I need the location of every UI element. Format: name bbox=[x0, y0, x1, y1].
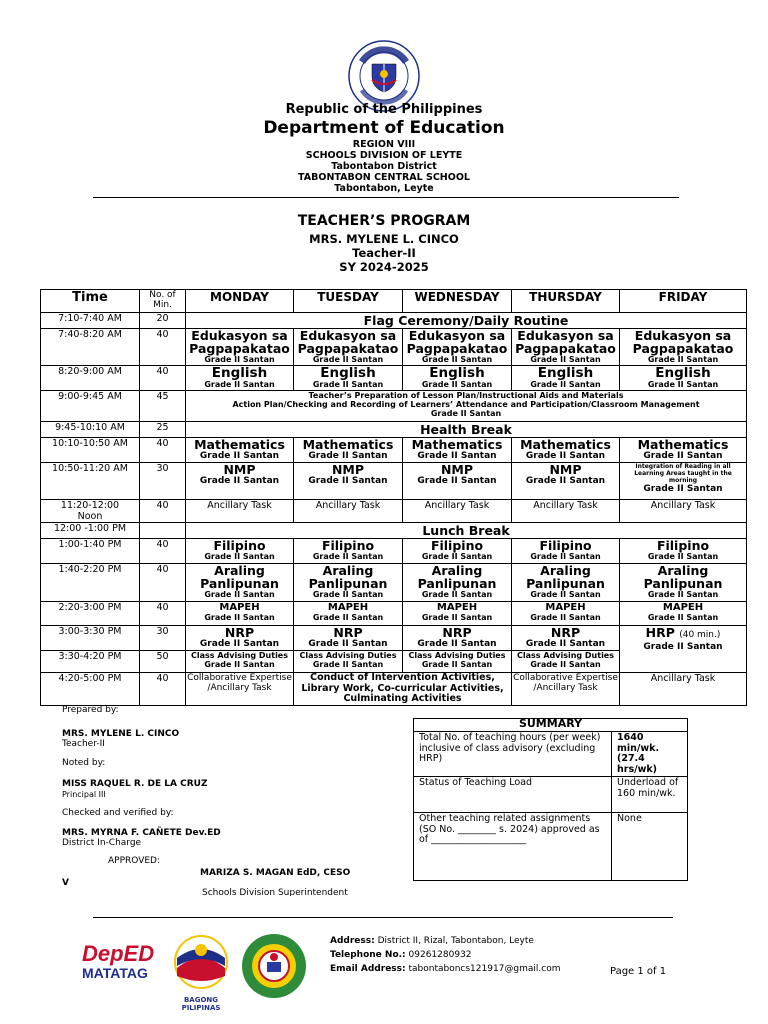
preparation-line: Teacher’s Preparation of Lesson Plan/Instructional Aids and Materials bbox=[308, 391, 624, 400]
deped-logo-text: DepED bbox=[82, 941, 155, 966]
checked-label: Checked and verified by: bbox=[62, 808, 174, 818]
section-label: Grade II Santan bbox=[421, 552, 493, 561]
school-seal-icon bbox=[240, 932, 308, 1000]
subject-label: Araling bbox=[214, 563, 265, 578]
subject-cell bbox=[186, 463, 294, 500]
section-label: Grade II Santan bbox=[530, 613, 601, 622]
ancillary-label: Ancillary Task bbox=[424, 500, 490, 511]
table-row bbox=[41, 329, 747, 366]
advising-label: Class Advising Duties bbox=[191, 651, 288, 660]
section-label: Grade II Santan bbox=[199, 476, 280, 486]
subject-label: NMP bbox=[331, 462, 365, 477]
program-school-year: SY 2024-2025 bbox=[339, 260, 429, 274]
summary-label: Other teaching related assignments (SO No. ________ s. 2024) approved as of ____________________ bbox=[414, 813, 612, 881]
summary-header-row bbox=[414, 719, 688, 732]
subject-cell bbox=[620, 438, 747, 463]
time-cell: 7:10-7:40 AM bbox=[41, 313, 140, 329]
advising-label: Class Advising Duties bbox=[299, 651, 397, 660]
time-label: Noon bbox=[77, 511, 103, 522]
approved-name: MARIZA S. MAGAN EdD, CESO bbox=[200, 868, 351, 878]
matatag-logo-text: MATATAG bbox=[82, 965, 148, 981]
section-label: Grade II Santan bbox=[199, 451, 280, 461]
section-label: Grade II Santan bbox=[430, 409, 502, 418]
preparation-cell bbox=[186, 391, 747, 422]
subject-label: MAPEH bbox=[662, 602, 704, 613]
checked-name: MRS. MYRNA F. CAÑETE Dev.ED bbox=[62, 828, 221, 838]
program-teacher: MRS. MYLENE L. CINCO bbox=[309, 232, 459, 246]
section-label: Grade II Santan bbox=[530, 660, 601, 669]
subject-label: Pagpapakatao bbox=[189, 341, 290, 356]
summary-row bbox=[414, 732, 688, 777]
approved-title: Schools Division Superintendent bbox=[202, 888, 348, 896]
section-label: Grade II Santan bbox=[530, 380, 601, 389]
advising-label: Class Advising Duties bbox=[517, 651, 614, 660]
section-label: Grade II Santan bbox=[312, 552, 384, 561]
minutes-cell: 40 bbox=[140, 564, 186, 602]
time-cell: 1:00-1:40 PM bbox=[41, 539, 140, 564]
flag-ceremony-cell: Flag Ceremony/Daily Routine bbox=[186, 313, 747, 329]
subject-label: Filipino bbox=[539, 538, 592, 553]
section-label: Grade II Santan bbox=[643, 451, 723, 461]
subject-cell bbox=[403, 329, 512, 366]
subject-label: NMP bbox=[440, 462, 474, 477]
bagong-pilipinas-logo bbox=[165, 932, 237, 1012]
subject-cell bbox=[403, 366, 512, 391]
minutes-cell: 25 bbox=[140, 422, 186, 438]
minutes-cell: 20 bbox=[140, 313, 186, 329]
minutes-cell: 30 bbox=[140, 626, 186, 651]
phone-value: 09261280932 bbox=[408, 950, 472, 960]
subject-label: NMP bbox=[549, 462, 582, 477]
subject-label: Araling bbox=[540, 563, 591, 578]
schedule-header-row bbox=[41, 290, 747, 313]
subject-label: Pagpapakatao bbox=[632, 341, 734, 356]
subject-cell bbox=[294, 602, 403, 626]
subject-cell bbox=[620, 602, 747, 626]
subject-label: Panlipunan bbox=[200, 576, 279, 591]
subject-label: Edukasyon sa bbox=[634, 328, 732, 343]
section-label: Grade II Santan bbox=[312, 355, 384, 364]
time-cell: 7:40-8:20 AM bbox=[41, 329, 140, 366]
section-label: Grade II Santan bbox=[204, 355, 275, 364]
subject-label: Edukasyon sa bbox=[299, 328, 397, 343]
subject-cell bbox=[294, 329, 403, 366]
time-cell: 10:50-11:20 AM bbox=[41, 463, 140, 500]
header-thursday: THURSDAY bbox=[512, 290, 620, 313]
ancillary-label: Ancillary Task bbox=[315, 500, 381, 511]
subject-label: Edukasyon sa bbox=[408, 328, 506, 343]
subject-cell bbox=[403, 626, 512, 651]
subject-label: Pagpapakatao bbox=[406, 341, 508, 356]
section-label: Grade II Santan bbox=[530, 355, 601, 364]
footer-email bbox=[330, 964, 561, 975]
subject-label: MAPEH bbox=[219, 602, 260, 613]
table-row bbox=[41, 313, 747, 329]
subject-label: NRP bbox=[550, 625, 581, 640]
section-label: Grade II Santan bbox=[312, 380, 384, 389]
table-row bbox=[41, 564, 747, 602]
header-district: Tabontabon District bbox=[331, 161, 437, 172]
bagong-pilipinas-emblem-icon bbox=[165, 932, 237, 992]
section-label: Grade II Santan bbox=[199, 639, 280, 649]
ancillary-label: Ancillary Task bbox=[650, 500, 716, 511]
section-label: Grade II Santan bbox=[417, 476, 497, 486]
subject-label: English bbox=[429, 365, 485, 381]
lunch-break-cell: Lunch Break bbox=[186, 523, 747, 539]
minutes-cell: 40 bbox=[140, 438, 186, 463]
subject-cell bbox=[403, 539, 512, 564]
header-wednesday: WEDNESDAY bbox=[403, 290, 512, 313]
subject-label: MAPEH bbox=[327, 602, 369, 613]
subject-label: Filipino bbox=[321, 538, 375, 553]
deped-matatag-logo bbox=[82, 943, 160, 991]
subject-label: English bbox=[655, 365, 711, 381]
footer-divider bbox=[93, 917, 673, 918]
subject-cell bbox=[403, 564, 512, 602]
minutes-cell: 40 bbox=[140, 366, 186, 391]
subject-label: Panlipunan bbox=[643, 576, 723, 591]
hrp-minutes: (40 min.) bbox=[679, 630, 721, 640]
subject-label: Mathematics bbox=[411, 437, 503, 452]
minutes-cell: 50 bbox=[140, 651, 186, 673]
section-label: Grade II Santan bbox=[421, 613, 493, 622]
time-cell: 3:30-4:20 PM bbox=[41, 651, 140, 673]
program-position: Teacher-II bbox=[352, 246, 416, 260]
subject-cell bbox=[512, 329, 620, 366]
summary-row bbox=[414, 777, 688, 813]
ancillary-label: Ancillary Task bbox=[533, 500, 598, 511]
time-cell: 10:10-10:50 AM bbox=[41, 438, 140, 463]
subject-cell bbox=[294, 438, 403, 463]
summary-label: Total No. of teaching hours (per week) inclusive of class advisory (excluding HRP) bbox=[414, 732, 612, 777]
subject-cell bbox=[294, 366, 403, 391]
table-row bbox=[41, 422, 747, 438]
ancillary-cell bbox=[403, 500, 512, 523]
table-row bbox=[41, 438, 747, 463]
advising-cell bbox=[403, 651, 512, 673]
section-label: Grade II Santan bbox=[647, 590, 719, 599]
section-label: Grade II Santan bbox=[530, 590, 601, 599]
subject-label: NRP bbox=[333, 625, 363, 640]
program-title: TEACHER’S PROGRAM bbox=[297, 213, 471, 229]
section-label: Grade II Santan bbox=[421, 660, 493, 669]
section-label: Grade II Santan bbox=[647, 613, 719, 622]
section-label: Grade II Santan bbox=[525, 639, 606, 649]
email-value: tabontaboncs121917@gmail.com bbox=[408, 964, 561, 974]
minutes-cell bbox=[140, 523, 186, 539]
section-label: Grade II Santan bbox=[204, 590, 275, 599]
subject-cell bbox=[186, 539, 294, 564]
section-label: Grade II Santan bbox=[312, 660, 384, 669]
subject-label: Araling bbox=[657, 563, 709, 578]
time-cell: 1:40-2:20 PM bbox=[41, 564, 140, 602]
table-row bbox=[41, 523, 747, 539]
ancillary-cell bbox=[294, 500, 403, 523]
subject-cell bbox=[186, 366, 294, 391]
section-label: Grade II Santan bbox=[525, 476, 606, 486]
minutes-cell: 40 bbox=[140, 539, 186, 564]
email-label: Email Address: bbox=[330, 964, 406, 974]
noted-label: Noted by: bbox=[62, 758, 106, 768]
subject-cell bbox=[294, 463, 403, 500]
footer-address bbox=[330, 936, 534, 947]
header-republic: Republic of the Philippines bbox=[285, 102, 483, 117]
subject-cell bbox=[403, 602, 512, 626]
section-label: Grade II Santan bbox=[643, 642, 723, 652]
subject-label: English bbox=[211, 365, 268, 381]
summary-value: 1640 min/wk. (27.4 hrs/wk) bbox=[612, 732, 688, 777]
advising-cell bbox=[294, 651, 403, 673]
table-row bbox=[41, 626, 747, 651]
preparation-line: Action Plan/Checking and Recording of Learners’ Attendance and Participation/Classroom Management bbox=[232, 400, 700, 409]
time-cell: 4:20-5:00 PM bbox=[41, 673, 140, 706]
header-location: Tabontabon, Leyte bbox=[334, 183, 434, 194]
subject-cell bbox=[512, 463, 620, 500]
subject-label: Filipino bbox=[430, 538, 484, 553]
subject-label: NRP bbox=[224, 625, 255, 640]
subject-label: Panlipunan bbox=[526, 576, 605, 591]
summary-table bbox=[413, 718, 688, 881]
section-label: Grade II Santan bbox=[308, 451, 388, 461]
subject-cell bbox=[512, 539, 620, 564]
ancillary-cell bbox=[512, 500, 620, 523]
minutes-cell: 30 bbox=[140, 463, 186, 500]
ancillary-label: Ancillary Task bbox=[650, 673, 716, 684]
hrp-label bbox=[620, 626, 746, 642]
subject-label: Mathematics bbox=[637, 437, 729, 452]
summary-value: None bbox=[612, 813, 688, 881]
subject-label: Pagpapakatao bbox=[297, 341, 399, 356]
subject-cell bbox=[620, 463, 747, 500]
header-school: TABONTABON CENTRAL SCHOOL bbox=[298, 172, 470, 183]
advising-cell bbox=[512, 651, 620, 673]
subject-label: English bbox=[320, 365, 376, 381]
header-tuesday: TUESDAY bbox=[294, 290, 403, 313]
approved-suffix: V bbox=[62, 878, 69, 888]
section-label: Grade II Santan bbox=[312, 613, 384, 622]
subject-cell bbox=[620, 329, 747, 366]
header-department: Department of Education bbox=[263, 118, 505, 138]
header-minutes: No. of Min. bbox=[140, 290, 186, 313]
subject-label: Panlipunan bbox=[308, 576, 388, 591]
subject-cell bbox=[620, 626, 747, 673]
subject-label: English bbox=[537, 365, 594, 381]
table-row bbox=[41, 391, 747, 422]
section-label: Grade II Santan bbox=[308, 476, 388, 486]
section-label: Grade II Santan bbox=[421, 380, 493, 389]
section-label: Grade II Santan bbox=[525, 451, 606, 461]
subject-label: Panlipunan bbox=[417, 576, 497, 591]
subject-label: MAPEH bbox=[436, 602, 478, 613]
subject-label: Mathematics bbox=[194, 437, 285, 452]
table-row bbox=[41, 539, 747, 564]
header-divider bbox=[93, 197, 679, 198]
time-cell: 9:45-10:10 AM bbox=[41, 422, 140, 438]
summary-title: SUMMARY bbox=[414, 719, 688, 732]
section-label: Grade II Santan bbox=[204, 552, 275, 561]
page-number: Page 1 of 1 bbox=[610, 966, 667, 977]
advising-label: Class Advising Duties bbox=[408, 651, 506, 660]
subject-cell bbox=[512, 602, 620, 626]
header-division: SCHOOLS DIVISION OF LEYTE bbox=[305, 150, 463, 161]
section-label: Grade II Santan bbox=[647, 355, 719, 364]
subject-cell bbox=[512, 564, 620, 602]
ancillary-cell bbox=[186, 500, 294, 523]
subject-cell bbox=[294, 626, 403, 651]
section-label: Grade II Santan bbox=[417, 639, 497, 649]
subject-cell bbox=[512, 626, 620, 651]
collaborative-cell bbox=[186, 673, 294, 706]
subject-cell bbox=[403, 438, 512, 463]
subject-label: NMP bbox=[223, 462, 256, 477]
minutes-cell: 40 bbox=[140, 329, 186, 366]
approved-label: APPROVED: bbox=[108, 856, 160, 866]
prepared-label: Prepared by: bbox=[62, 705, 119, 715]
header-friday: FRIDAY bbox=[620, 290, 747, 313]
subject-cell bbox=[294, 564, 403, 602]
section-label: Grade II Santan bbox=[204, 613, 275, 622]
table-row bbox=[41, 602, 747, 626]
subject-cell bbox=[294, 539, 403, 564]
subject-label: HRP bbox=[645, 625, 675, 640]
minutes-cell: 40 bbox=[140, 673, 186, 706]
subject-cell bbox=[403, 463, 512, 500]
section-label: Grade II Santan bbox=[204, 660, 275, 669]
time-cell: 12:00 -1:00 PM bbox=[41, 523, 140, 539]
reading-integration-note: Integration of Reading in all Learning Areas taught in the morning bbox=[634, 463, 732, 484]
section-label: Grade II Santan bbox=[421, 590, 493, 599]
subject-label: Edukasyon sa bbox=[517, 328, 614, 343]
school-seal-logo bbox=[240, 932, 308, 1000]
subject-cell bbox=[186, 626, 294, 651]
table-row bbox=[41, 463, 747, 500]
table-row bbox=[41, 673, 747, 706]
header-monday: MONDAY bbox=[186, 290, 294, 313]
table-row bbox=[41, 366, 747, 391]
time-cell: 8:20-9:00 AM bbox=[41, 366, 140, 391]
subject-cell bbox=[186, 602, 294, 626]
section-label: Grade II Santan bbox=[647, 552, 719, 561]
subject-label: Araling bbox=[322, 563, 374, 578]
subject-label: Filipino bbox=[656, 538, 710, 553]
subject-cell bbox=[620, 564, 747, 602]
subject-label: Mathematics bbox=[302, 437, 394, 452]
intervention-cell bbox=[294, 673, 512, 706]
summary-value: Underload of 160 min/wk. bbox=[612, 777, 688, 813]
noted-name: MISS RAQUEL R. DE LA CRUZ bbox=[62, 779, 208, 789]
prepared-title: Teacher-II bbox=[62, 739, 105, 749]
subject-cell bbox=[620, 366, 747, 391]
intervention-label: Conduct of Intervention Activities, Library Work, Co-curricular Activities, Culminating Activities bbox=[301, 672, 504, 704]
time-cell bbox=[41, 500, 140, 523]
subject-label: MAPEH bbox=[545, 602, 586, 613]
prepared-name: MRS. MYLENE L. CINCO bbox=[62, 729, 180, 739]
address-label: Address: bbox=[330, 936, 375, 946]
time-cell: 2:20-3:00 PM bbox=[41, 602, 140, 626]
collaborative-label: Collaborative Expertise /Ancillary Task bbox=[513, 673, 618, 693]
ancillary-label: Ancillary Task bbox=[207, 500, 272, 511]
subject-cell bbox=[186, 564, 294, 602]
collaborative-cell bbox=[512, 673, 620, 706]
summary-label: Status of Teaching Load bbox=[414, 777, 612, 813]
bagong-pilipinas-text: BAGONG PILIPINAS bbox=[181, 996, 221, 1012]
time-cell: 3:00-3:30 PM bbox=[41, 626, 140, 651]
collaborative-label: Collaborative Expertise /Ancillary Task bbox=[187, 673, 292, 693]
phone-label: Telephone No.: bbox=[330, 950, 406, 960]
address-value: District II, Rizal, Tabontabon, Leyte bbox=[377, 936, 534, 946]
subject-label: Filipino bbox=[213, 538, 266, 553]
summary-row bbox=[414, 813, 688, 881]
subject-cell bbox=[512, 366, 620, 391]
header-time: Time bbox=[41, 290, 140, 313]
minutes-cell: 45 bbox=[140, 391, 186, 422]
section-label: Grade II Santan bbox=[308, 639, 388, 649]
subject-label: Edukasyon sa bbox=[191, 328, 288, 343]
minutes-cell: 40 bbox=[140, 500, 186, 523]
time-label: 11:20-12:00 bbox=[60, 500, 120, 511]
section-label: Grade II Santan bbox=[530, 552, 601, 561]
time-cell: 9:00-9:45 AM bbox=[41, 391, 140, 422]
subject-cell bbox=[186, 438, 294, 463]
section-label: Grade II Santan bbox=[647, 380, 719, 389]
ancillary-cell bbox=[620, 673, 747, 706]
subject-cell bbox=[186, 329, 294, 366]
noted-title: Principal III bbox=[62, 790, 106, 799]
footer-phone bbox=[330, 950, 472, 961]
minutes-cell: 40 bbox=[140, 602, 186, 626]
subject-cell bbox=[620, 539, 747, 564]
subject-label: Mathematics bbox=[520, 437, 611, 452]
subject-label: Araling bbox=[431, 563, 483, 578]
subject-label: NRP bbox=[442, 625, 472, 640]
subject-cell bbox=[512, 438, 620, 463]
checked-title: District In-Charge bbox=[62, 838, 142, 848]
schedule-table bbox=[40, 289, 747, 706]
table-row bbox=[41, 500, 747, 523]
section-label: Grade II Santan bbox=[204, 380, 275, 389]
section-label: Grade II Santan bbox=[417, 451, 497, 461]
advising-cell bbox=[186, 651, 294, 673]
section-label: Grade II Santan bbox=[421, 355, 493, 364]
header-region: REGION VIII bbox=[352, 139, 416, 150]
section-label: Grade II Santan bbox=[312, 590, 384, 599]
ancillary-cell bbox=[620, 500, 747, 523]
subject-label: Pagpapakatao bbox=[515, 341, 616, 356]
health-break-cell: Health Break bbox=[186, 422, 747, 438]
section-label: Grade II Santan bbox=[643, 484, 723, 494]
